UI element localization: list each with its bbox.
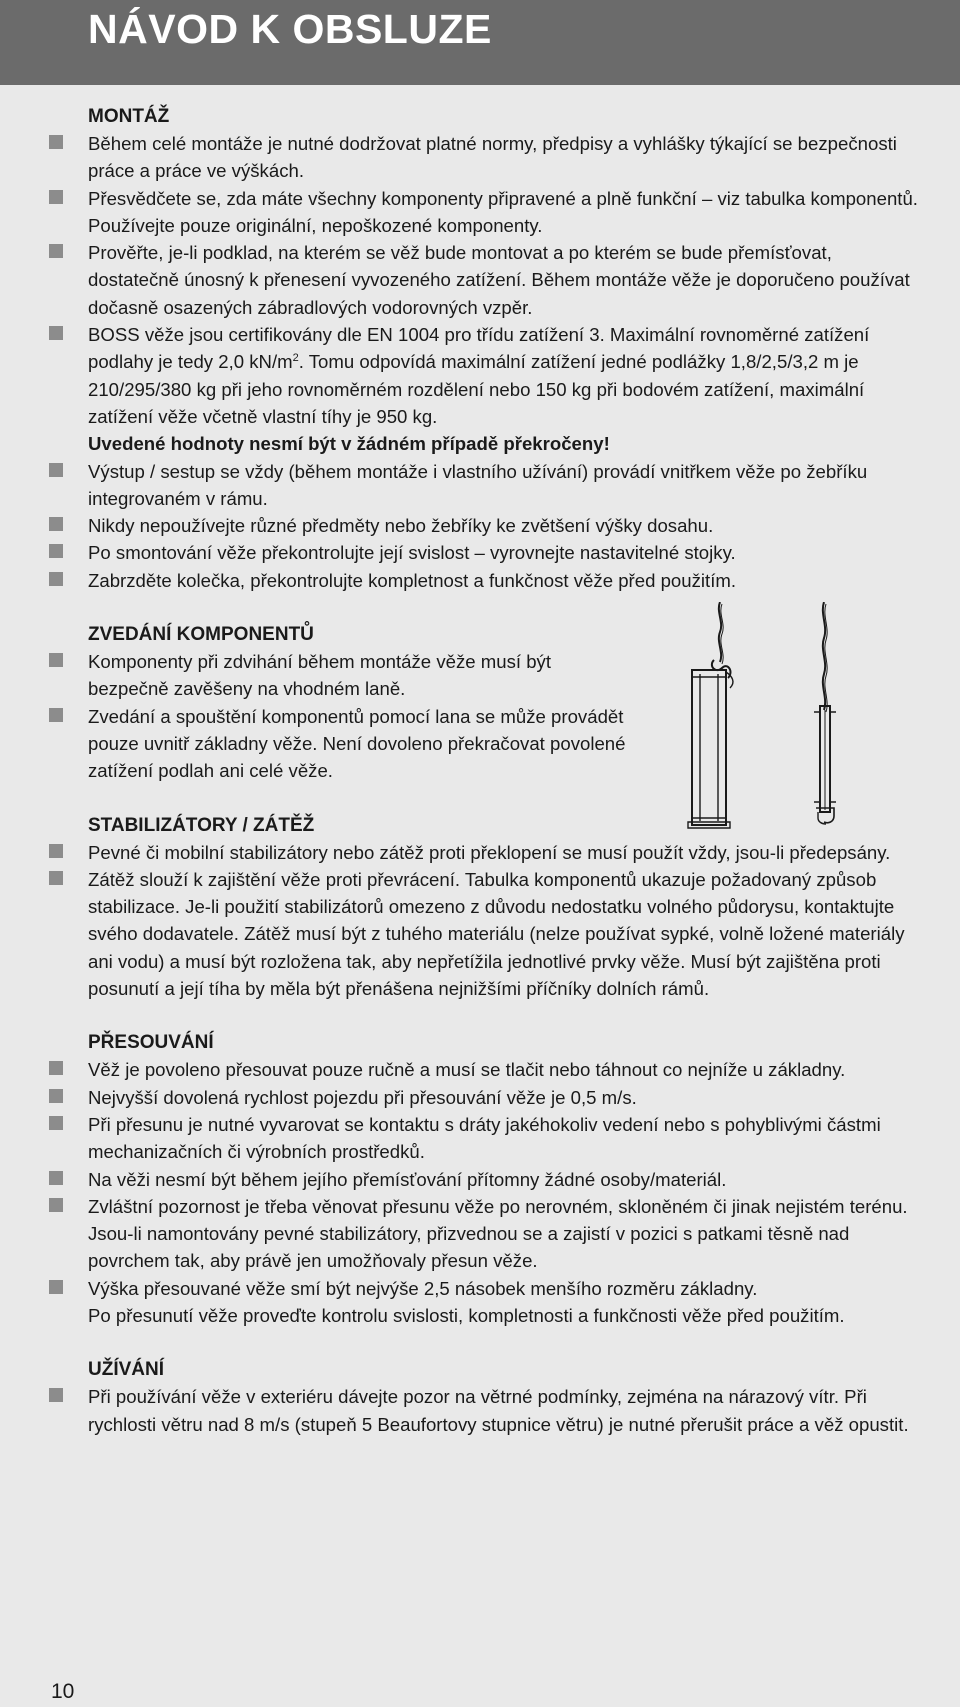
section-title-zvedani: ZVEDÁNÍ KOMPONENTŮ	[88, 624, 314, 646]
list-item	[88, 512, 918, 539]
list-item	[88, 1166, 918, 1193]
section-title-presouvani: PŘESOUVÁNÍ	[88, 1032, 214, 1054]
bullet-icon	[49, 463, 63, 477]
list-item	[88, 648, 628, 703]
list-item	[88, 1275, 918, 1302]
list-item	[88, 1084, 918, 1111]
bullet-icon	[49, 653, 63, 667]
item-text: Komponenty při zdvihání během montáže věže musí být bezpečně zavěšeny na vhodném laně.	[88, 651, 552, 700]
bullet-icon	[49, 326, 63, 340]
list-item	[88, 1111, 918, 1166]
paragraph: Po přesunutí věže proveďte kontrolu svislosti, kompletnosti a funkčnosti věže před použitím.	[88, 1304, 845, 1326]
section-uzivani	[88, 1356, 918, 1438]
list-item-boss-certification	[88, 321, 918, 457]
bullet-icon	[49, 572, 63, 586]
item-text: Zvláštní pozornost je třeba věnovat přesunu věže po nerovném, skloněném či jinak nejistém terénu. Jsou-li namontovány pevné stabilizátory, přizvednou se a zajistí v pozici s patkami těsně nad povrchem tak, aby právě jen umožňovaly přesun věže.	[88, 1195, 908, 1272]
item-text: Pevné či mobilní stabilizátory nebo zátěž proti překlopení se musí použít vždy, jsou-li předepsány.	[88, 841, 891, 863]
section-zvedani	[88, 621, 628, 784]
list-item	[88, 1383, 918, 1438]
bullet-icon	[49, 1198, 63, 1212]
list-item	[88, 539, 918, 566]
bullet-icon	[49, 1116, 63, 1130]
section-stabilizatory	[88, 812, 918, 1003]
list-item	[88, 185, 918, 240]
item-text: Při přesunu je nutné vyvarovat se kontaktu s dráty jakéhokoliv vedení nebo s pohyblivými částmi mechanizačních či výrobních prostředků.	[88, 1113, 881, 1163]
item-text: Během celé montáže je nutné dodržovat platné normy, předpisy a vyhlášky týkající se bezpečnosti práce a práce ve výškách.	[88, 133, 897, 182]
section-title-stabilizatory: STABILIZÁTORY / ZÁTĚŽ	[88, 814, 315, 836]
page-header	[0, 0, 960, 85]
superscript: 2	[292, 352, 299, 365]
bullet-icon	[49, 135, 63, 149]
bullet-icon	[49, 1089, 63, 1103]
item-text: Zátěž slouží k zajištění věže proti převrácení. Tabulka komponentů ukazuje požadovaný způsob stabilizace. Je-li použití stabilizátorů omezeno z důvodu nedostatku volného půdorysu, kontaktujte svého dodavatele. Zátěž musí být z tuhého materiálu (nelze používat sypké, volně ložené materiály ani vodu) a musí být rozložena tak, aby nepřetížila jednotlivé prvky věže. Musí být zajištěna proti posunutí a její tíha by měla být přenášena nejnižšími příčníky dolních rámů.	[88, 868, 905, 1000]
section-presouvani	[88, 1029, 918, 1329]
bullet-icon	[49, 844, 63, 858]
page-title: NÁVOD K OBSLUZE	[88, 6, 492, 52]
rope-hoisting-frames-icon	[670, 602, 860, 830]
list-item	[88, 239, 918, 321]
list-item	[88, 1193, 918, 1275]
bullet-icon	[49, 1061, 63, 1075]
item-text: Přesvědčete se, zda máte všechny komponenty připravené a plně funkční – viz tabulka komponentů. Používejte pouze originální, nepoškozené komponenty.	[88, 187, 918, 236]
item-text: Výška přesouvané věže smí být nejvýše 2,5 násobek menšího rozměru základny.	[88, 1277, 758, 1299]
item-text: Při používání věže v exteriéru dávejte pozor na větrné podmínky, zejména na nárazový vítr. Při rychlosti větru nad 8 m/s (stupeň 5 Beaufortovy stupnice větru) je nutné přerušit práce a věž opustit.	[88, 1386, 909, 1435]
list-item	[88, 1056, 918, 1083]
item-text: . Tomu odpovídá maximální zatížení jedné podlážky 1,8/2,5/3,2 m je 210/295/380 kg při jeho rovnoměrném rozdělení nebo 150 kg při bodovém zatížení, maximální zatížení věže včetně vlastní tíhy je 950 kg.	[88, 351, 865, 427]
item-text: Výstup / sestup se vždy (během montáže i vlastního užívání) provádí vnitřkem věže po žebříku integrovaném v rámu.	[88, 460, 868, 509]
bullet-icon	[49, 544, 63, 558]
bullet-icon	[49, 1171, 63, 1185]
bullet-icon	[49, 517, 63, 531]
warning-text: Uvedené hodnoty nesmí být v žádném případě překročeny!	[88, 433, 610, 455]
section-montaz	[88, 103, 918, 594]
bullet-icon	[49, 871, 63, 885]
list-item	[88, 130, 918, 185]
item-text: Nikdy nepoužívejte různé předměty nebo žebříky ke zvětšení výšky dosahu.	[88, 515, 714, 537]
item-text: Po smontování věže překontrolujte její svislost – vyrovnejte nastavitelné stojky.	[88, 542, 736, 564]
bullet-icon	[49, 708, 63, 722]
list-item	[88, 458, 918, 513]
bullet-icon	[49, 190, 63, 204]
item-text: Zvedání a spouštění komponentů pomocí lana se může provádět pouze uvnitř základny věže. Není dovoleno překračovat povolené zatížení podlah ani celé věže.	[88, 705, 626, 782]
item-text: BOSS věže jsou certifikovány dle EN 1004 pro třídu zatížení 3. Maximální rovnoměrné zatížení podlahy je tedy 2,0 kN/m	[88, 324, 870, 373]
section-title-montaz: MONTÁŽ	[88, 106, 170, 127]
bullet-icon	[49, 244, 63, 258]
item-text: Věž je povoleno přesouvat pouze ručně a musí se tlačit nebo táhnout co nejníže u základny.	[88, 1059, 846, 1081]
bullet-icon	[49, 1388, 63, 1402]
list-item	[88, 703, 628, 785]
rope-hoisting-illustration	[670, 602, 860, 830]
list-item	[88, 866, 918, 1002]
list-item	[88, 839, 918, 866]
page-number: 10	[51, 1680, 75, 1703]
item-text: Na věži nesmí být během jejího přemísťování přítomny žádné osoby/materiál.	[88, 1168, 727, 1190]
list-item	[88, 567, 918, 594]
item-text: Zabrzděte kolečka, překontrolujte kompletnost a funkčnost věže před použitím.	[88, 569, 737, 591]
item-text: Nejvyšší dovolená rychlost pojezdu při přesouvání věže je 0,5 m/s.	[88, 1086, 637, 1108]
section-title-uzivani: UŽÍVÁNÍ	[88, 1359, 164, 1381]
item-text: Prověřte, je-li podklad, na kterém se věž bude montovat a po kterém se bude přemísťovat, dostatečně únosný k přenesení vyvozeného zatížení. Během montáže věže je doporučeno používat dočasně osazených zábradlových vodorovných vzpěr.	[88, 242, 910, 318]
bullet-icon	[49, 1280, 63, 1294]
